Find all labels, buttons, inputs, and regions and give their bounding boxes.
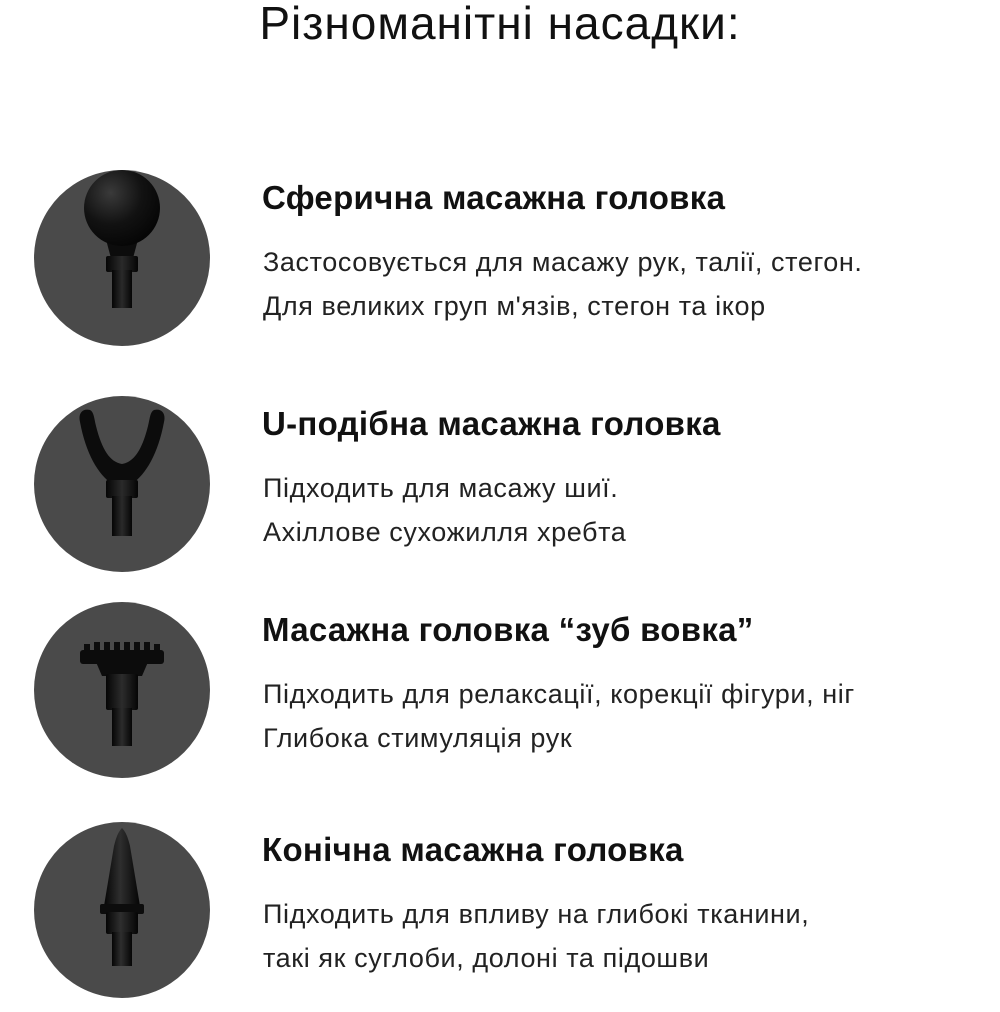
attachment-conical [0,822,1000,1012]
attachment-u-shaped [0,396,1000,586]
description-line: Підходить для релаксації, корекції фігури, ніг [263,679,855,709]
attachment-description [263,672,993,760]
attachment-title: U-подібна масажна головка [262,405,721,442]
wolf-tooth-head-icon [34,602,210,778]
conical-head-icon [34,822,210,998]
description-line: Для великих груп м'язів, стегон та ікор [263,291,766,321]
description-line: Застосовується для масажу рук, талії, стегон. [263,247,863,277]
attachment-spherical [0,170,1000,360]
attachment-description [263,466,993,554]
attachment-title: Сферична масажна головка [262,179,726,216]
description-line: Ахіллове сухожилля хребта [263,517,627,547]
u-shaped-head-icon [34,396,210,572]
attachment-wolf-tooth [0,602,1000,792]
description-line: Глибока стимуляція рук [263,723,573,753]
attachment-description [263,240,993,328]
spherical-head-icon [34,170,210,346]
description-line: Підходить для впливу на глибокі тканини, [263,899,810,929]
description-line: такі як суглоби, долоні та підошви [263,943,710,973]
attachment-title: Масажна головка “зуб вовка” [262,611,754,648]
description-line: Підходить для масажу шиї. [263,473,619,503]
attachment-description [263,892,993,980]
page-title: Різноманітні насадки: [259,0,741,49]
attachment-title: Конічна масажна головка [262,831,684,868]
